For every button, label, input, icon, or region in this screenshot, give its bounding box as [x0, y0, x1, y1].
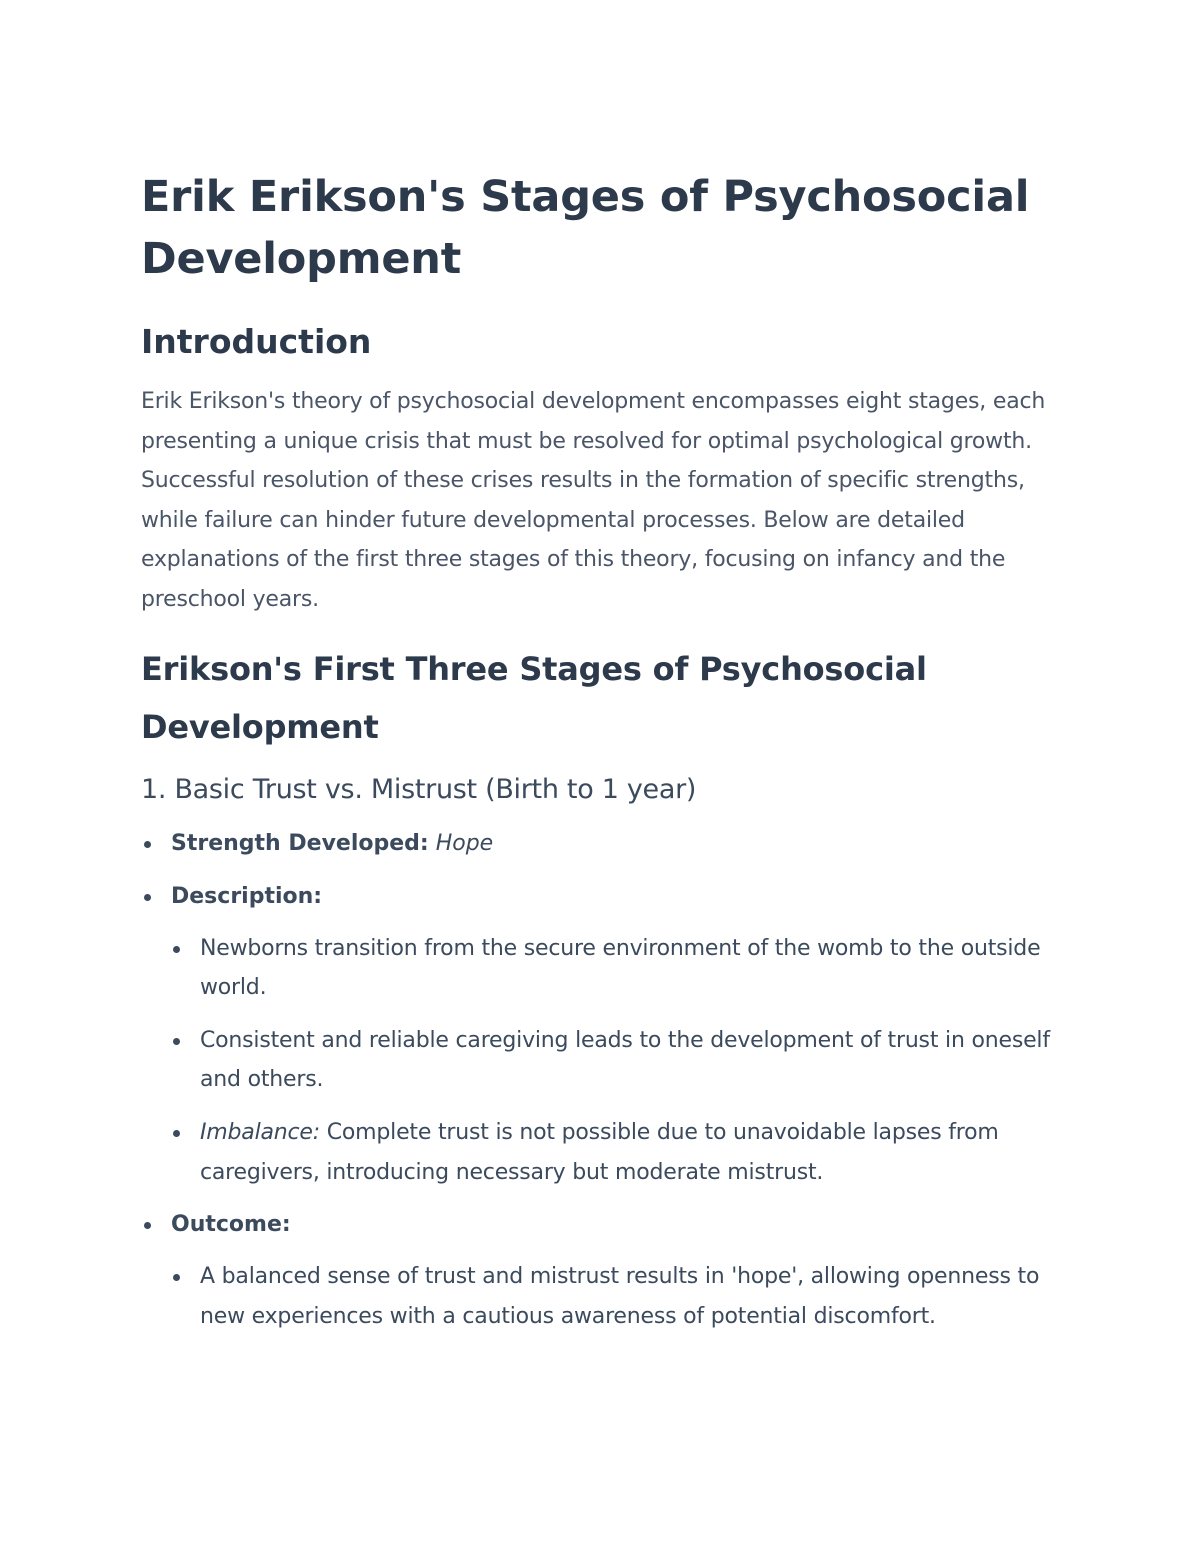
- list-item: A balanced sense of trust and mistrust results in 'hope', allowing openness to new experiences with a cautious awareness of potential discomfort.: [170, 1257, 1061, 1336]
- imbalance-item: [170, 1113, 1061, 1192]
- description-item: [141, 877, 1061, 1193]
- strength-label: Strength Developed:: [171, 830, 429, 856]
- document-title: Erik Erikson's Stages of Psychosocial Development: [141, 172, 1030, 284]
- outcome-sublist: [170, 1257, 1061, 1336]
- description-label: Description:: [171, 883, 323, 909]
- stage1-heading: 1. Basic Trust vs. Mistrust (Birth to 1 year): [141, 773, 697, 805]
- introduction-paragraph: Erik Erikson's theory of psychosocial development encompasses eight stages, each presenting a unique crisis that must be resolved for optimal psychological growth. Successful resolution of these crises results in the formation of specific strengths, while failure can hinder future developmental processes. Below are detailed explanations of the first three stages of this theory, focusing on infancy and the preschool years.: [141, 389, 1046, 612]
- introduction-heading: Introduction: [141, 322, 372, 361]
- strength-value: Hope: [435, 830, 494, 856]
- stages-section-heading: Erikson's First Three Stages of Psychosocial Development: [141, 649, 927, 746]
- document-page: [141, 166, 1061, 1349]
- list-item: Consistent and reliable caregiving leads to the development of trust in oneself and others.: [170, 1021, 1061, 1100]
- outcome-item: [141, 1205, 1061, 1336]
- list-item: Newborns transition from the secure environment of the womb to the outside world.: [170, 929, 1061, 1008]
- strength-item: [141, 824, 1061, 864]
- description-sublist: [170, 929, 1061, 1193]
- imbalance-label: Imbalance:: [200, 1119, 320, 1145]
- outcome-label: Outcome:: [171, 1212, 291, 1238]
- stage1-list: [141, 824, 1061, 1337]
- imbalance-text: Complete trust is not possible due to unavoidable lapses from caregivers, introducing necessary but moderate mistrust.: [200, 1119, 999, 1185]
